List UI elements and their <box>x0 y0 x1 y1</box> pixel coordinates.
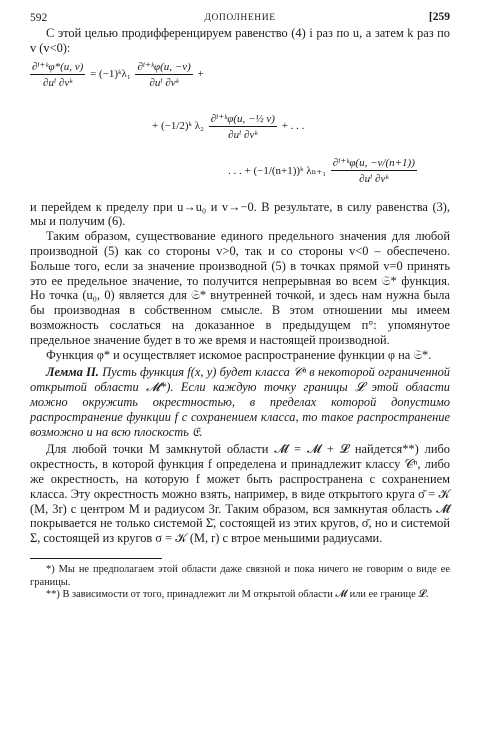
formula-lhs-fraction <box>30 60 85 89</box>
formula-2-coefficient: + (−1/2)ᵏ λ₂ <box>152 120 204 133</box>
formula-2-numerator: ∂ⁱ⁺ᵏφ(u, −½ v) <box>210 112 275 125</box>
running-title: ДОПОЛНЕНИЕ <box>204 13 276 23</box>
formula-line-3 <box>30 156 450 200</box>
paragraph-intro: С этой целью продифференцируем равенство (4) i раз по u, а затем k раз по v (v<0): <box>30 26 450 55</box>
page-number: 592 <box>30 12 48 24</box>
lemma-text: Пусть функция f(x, y) будет класса 𝒞ⁿ в некоторой ограниченной открытой области 𝓜*). Если каждую точку границы 𝓛 этой области можно окружить окрестностью, в пределах которой допустимо распространение функции f с сохранением класса, то такое распространение возможно и на всю плоскость 𝔈. <box>30 365 450 439</box>
footnote-divider <box>30 558 162 559</box>
footnote-2: **) В зависимости от того, принадлежит ли M открытой области 𝓜 или ее границе 𝓛. <box>46 589 429 601</box>
section-mark: [259 <box>428 11 450 23</box>
formula-line-2 <box>30 112 450 156</box>
formula-rhs-denominator: ∂uⁱ ∂vᵏ <box>149 76 179 89</box>
formula-3-denominator: ∂uⁱ ∂vᵏ <box>359 172 389 185</box>
formula-2-ellipsis: + . . . <box>281 120 305 133</box>
lemma-title: Лемма II. <box>46 365 99 380</box>
formula-lhs-numerator: ∂ⁱ⁺ᵏφ*(u, v) <box>32 60 84 73</box>
formula-3-coefficient: . . . + (−1/(n+1))ᵏ λₙ₊₁ <box>228 164 327 177</box>
formula-2-denominator: ∂uⁱ ∂vᵏ <box>228 128 258 141</box>
formula-rhs-numerator: ∂ⁱ⁺ᵏφ(u, −v) <box>137 60 191 73</box>
formula-line-1 <box>30 60 450 112</box>
formula-rhs-fraction <box>135 60 192 89</box>
formula-3-numerator: ∂ⁱ⁺ᵏφ(u, −v/(n+1)) <box>332 156 415 169</box>
paragraph-limit: и перейдем к пределу при u→u₀ и v→−0. В результате, в силу равенства (3), мы и получим (6). <box>30 199 450 229</box>
formula-plus-sign: + <box>197 68 204 81</box>
formula-2-fraction <box>209 112 277 141</box>
page-header <box>30 6 450 26</box>
formula-3-fraction <box>331 156 417 185</box>
formula-lhs-denominator: ∂uⁱ ∂vᵏ <box>43 76 73 89</box>
formula-equals-coefficient: = (−1)ᵏλ₁ <box>90 68 131 81</box>
lemma-statement <box>30 365 450 439</box>
paragraph-proof: Для любой точки M замкнутой области 𝓜̄ = 𝓜 + 𝓛 найдется**) либо окрестность, в которой функция f определена и принадлежит классу 𝒞ⁿ, либо же окрестность, на которую f может быть распространена с сохранением класса. Эту окрестность можно взять, например, в виде открытого круга σ̄ = 𝒦 (M, 3r) с центром M и радиусом 3r. Таким образом, вся замкнутая область 𝓜̄ покрывается не только системой Σ̄, состоящей из этих кругов, σ̄, но и системой Σ, состоящей из кругов σ = 𝒦 (M, r) с втрое меньшими радиусами. <box>30 442 450 546</box>
paragraph-extension: Функция φ* и осуществляет искомое распространение функции φ на 𝔖*. <box>46 347 432 362</box>
paragraph-existence: Таким образом, существование единого предельного значения для любой производной (5) как со стороны v>0, так и со стороны v<0 – обеспечено. Больше того, если за значение производной (5) в точках прямой v=0 принять это ее предельное значение, то получится непрерывная во всем 𝔖* функция. Но точка (u₀, 0) является для 𝔖* внутренней точкой, и здесь нам нужна была бы производная в собственном смысле. В этом отношении мы имеем возможность сослаться на доказанное в предыдущем п°: упомянутое предельное значение будет в то же время и настоящей производной. <box>30 229 450 347</box>
footnote-1: *) Мы не предполагаем этой области даже связной и пока ничего не говорим о виде ее границы. <box>30 563 450 588</box>
